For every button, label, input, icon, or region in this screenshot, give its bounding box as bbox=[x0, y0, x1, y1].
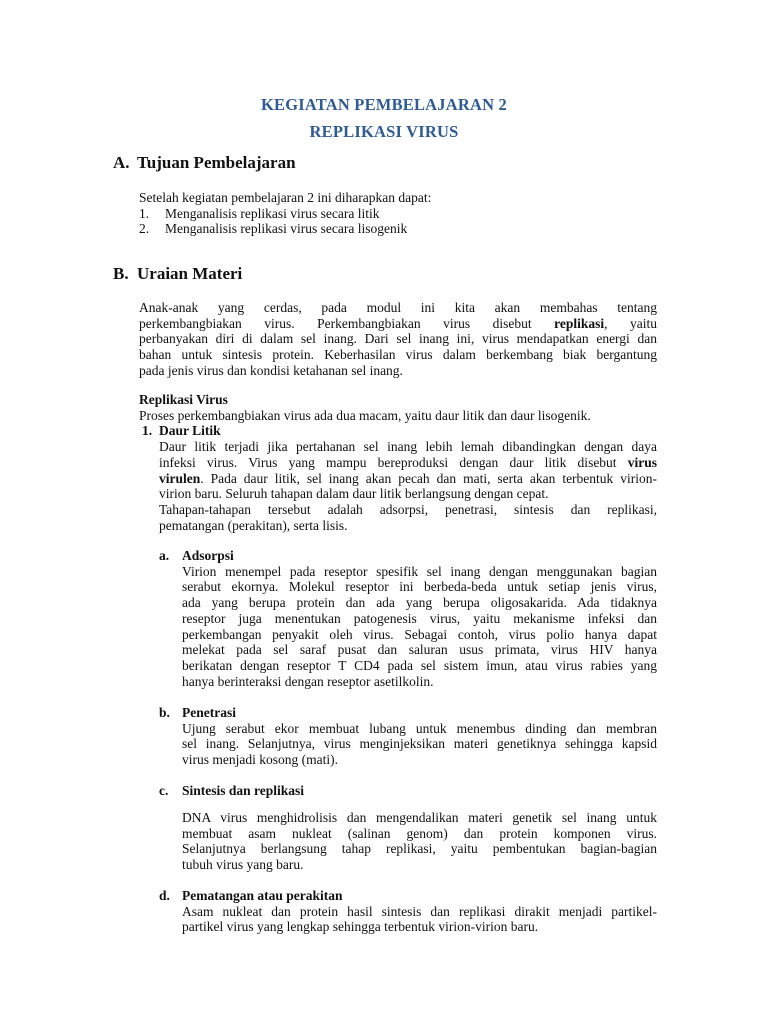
objective-text: Menganalisis replikasi virus secara litik bbox=[165, 205, 380, 221]
paragraph-line: bahan untuk sintesis protein. Keberhasilan virus dalam berkembang biak bergantung bbox=[139, 347, 657, 363]
paragraph-line: berikatan dengan reseptor T CD4 pada sel sistem imun, atau virus rabies yang bbox=[182, 657, 657, 673]
section-b-heading bbox=[113, 264, 242, 284]
sintesis-letter: c. bbox=[159, 783, 169, 798]
paragraph-line: partikel virus yang lengkap sehingga terbentuk virion-virion baru. bbox=[182, 919, 539, 935]
paragraph-line: pada jenis virus dan kondisi ketahanan sel inang. bbox=[139, 362, 403, 378]
section-a-label: Tujuan Pembelajaran bbox=[137, 153, 296, 172]
penetrasi-heading bbox=[159, 705, 236, 721]
paragraph-line: membuat asam nukleat (salinan genom) dan protein komponen virus. bbox=[182, 825, 657, 841]
daur-litik-heading bbox=[142, 423, 221, 439]
bold-term-virus: virus bbox=[627, 454, 658, 470]
paragraph-line: melekat pada sel saraf pusat dan saluran usus primata, virus HIV hanya bbox=[182, 642, 657, 658]
adsorpsi-heading bbox=[159, 548, 234, 564]
paragraph-line: Anak-anak yang cerdas, pada modul ini kita akan membahas tentang bbox=[139, 300, 657, 315]
sintesis-title: Sintesis dan replikasi bbox=[182, 783, 305, 798]
paragraph-line: Ujung serabut ekor membuat lubang untuk menembus dinding dan membran bbox=[182, 720, 657, 736]
replikasi-intro: Proses perkembangbiakan virus ada dua macam, yaitu daur litik dan daur lisogenik. bbox=[139, 407, 591, 423]
section-b-number: B. bbox=[113, 264, 129, 283]
bold-term-virulen: virulen bbox=[159, 470, 201, 486]
paragraph-line: perkembangan penyakit oleh virus. Sebagai contoh, virus polio hanya dapat bbox=[182, 626, 657, 642]
text-run: infeksi virus. Virus yang mampu bereproduksi dengan daur litik disebut bbox=[159, 454, 617, 470]
paragraph-line bbox=[139, 316, 657, 332]
paragraph-line: tubuh virus yang baru. bbox=[182, 857, 304, 873]
document-title: KEGIATAN PEMBELAJARAN 2 bbox=[260, 95, 507, 114]
bold-term-replikasi: replikasi bbox=[554, 315, 605, 331]
objective-text: Menganalisis replikasi virus secara lisogenik bbox=[165, 221, 408, 236]
paragraph-line: Asam nukleat dan protein hasil sintesis dan replikasi dirakit menjadi partikel- bbox=[182, 903, 657, 919]
pematangan-title: Pematangan atau perakitan bbox=[182, 888, 343, 903]
text-run: , yaitu bbox=[604, 315, 658, 331]
paragraph-line: hanya berinteraksi dengan reseptor asetilkolin. bbox=[182, 673, 434, 689]
paragraph-line: DNA virus menghidrolisis dan mengendalikan materi genetik sel inang untuk bbox=[182, 810, 657, 825]
paragraph-line: ada yang berupa protein dan ada yang berupa oligosakarida. Ada tidaknya bbox=[182, 595, 657, 611]
objective-number: 1. bbox=[139, 205, 150, 221]
paragraph-line: sel inang. Selanjutnya, virus menginjeksikan materi genetiknya sehingga kapsid bbox=[182, 736, 657, 752]
text-run: . Pada daur litik, sel inang akan pecah dan mati, serta akan terbentuk virion- bbox=[200, 470, 657, 486]
paragraph-line: Tahapan-tahapan tersebut adalah adsorpsi, penetrasi, sintesis dan replikasi, bbox=[159, 501, 657, 517]
pematangan-letter: d. bbox=[159, 888, 170, 903]
daur-litik-title: Daur Litik bbox=[159, 423, 221, 439]
document-subtitle: REPLIKASI VIRUS bbox=[309, 122, 459, 141]
paragraph-line: reseptor juga menentukan patogenesis virus, yaitu mekanisme infeksi dan bbox=[182, 610, 657, 626]
daur-litik-number: 1. bbox=[142, 423, 153, 439]
paragraph-line: Selanjutnya berlangsung tahap replikasi, yaitu pembentukan bagian-bagian bbox=[182, 841, 657, 857]
pematangan-heading bbox=[159, 888, 343, 904]
paragraph-line: serabut ekornya. Molekul reseptor ini berbeda-beda untuk setiap jenis virus, bbox=[182, 579, 657, 595]
paragraph-line: virion baru. Seluruh tahapan dalam daur litik berlangsung dengan cepat. bbox=[159, 486, 549, 502]
objective-item-1 bbox=[139, 206, 379, 222]
section-a-heading bbox=[113, 153, 296, 173]
replikasi-title: Replikasi Virus bbox=[139, 392, 228, 407]
adsorpsi-title: Adsorpsi bbox=[182, 548, 234, 563]
paragraph-line: Daur litik terjadi jika pertahanan sel inang lebih lemah dibandingkan dengan daya bbox=[159, 439, 657, 455]
objective-item-2 bbox=[139, 221, 407, 237]
section-b-label: Uraian Materi bbox=[137, 264, 243, 283]
paragraph-line: Virion menempel pada reseptor spesifik sel inang dengan menggunakan bagian bbox=[182, 563, 657, 579]
penetrasi-title: Penetrasi bbox=[182, 705, 236, 720]
text-run: perkembangbiakan virus. Perkembangbiakan virus disebut bbox=[139, 315, 532, 331]
section-a-intro: Setelah kegiatan pembelajaran 2 ini diharapkan dapat: bbox=[139, 190, 432, 205]
paragraph-line: perbanyakan diri di dalam sel inang. Dari sel inang ini, virus mendapatkan energi dan bbox=[139, 331, 657, 347]
paragraph-line: pematangan (perakitan), serta lisis. bbox=[159, 517, 348, 533]
objective-number: 2. bbox=[139, 221, 150, 236]
paragraph-line: virus menjadi kosong (mati). bbox=[182, 752, 338, 768]
section-a-number: A. bbox=[113, 153, 130, 172]
adsorpsi-letter: a. bbox=[159, 548, 170, 563]
paragraph-line bbox=[159, 471, 657, 487]
penetrasi-letter: b. bbox=[159, 705, 170, 720]
paragraph-line bbox=[159, 455, 657, 471]
sintesis-heading bbox=[159, 783, 304, 799]
